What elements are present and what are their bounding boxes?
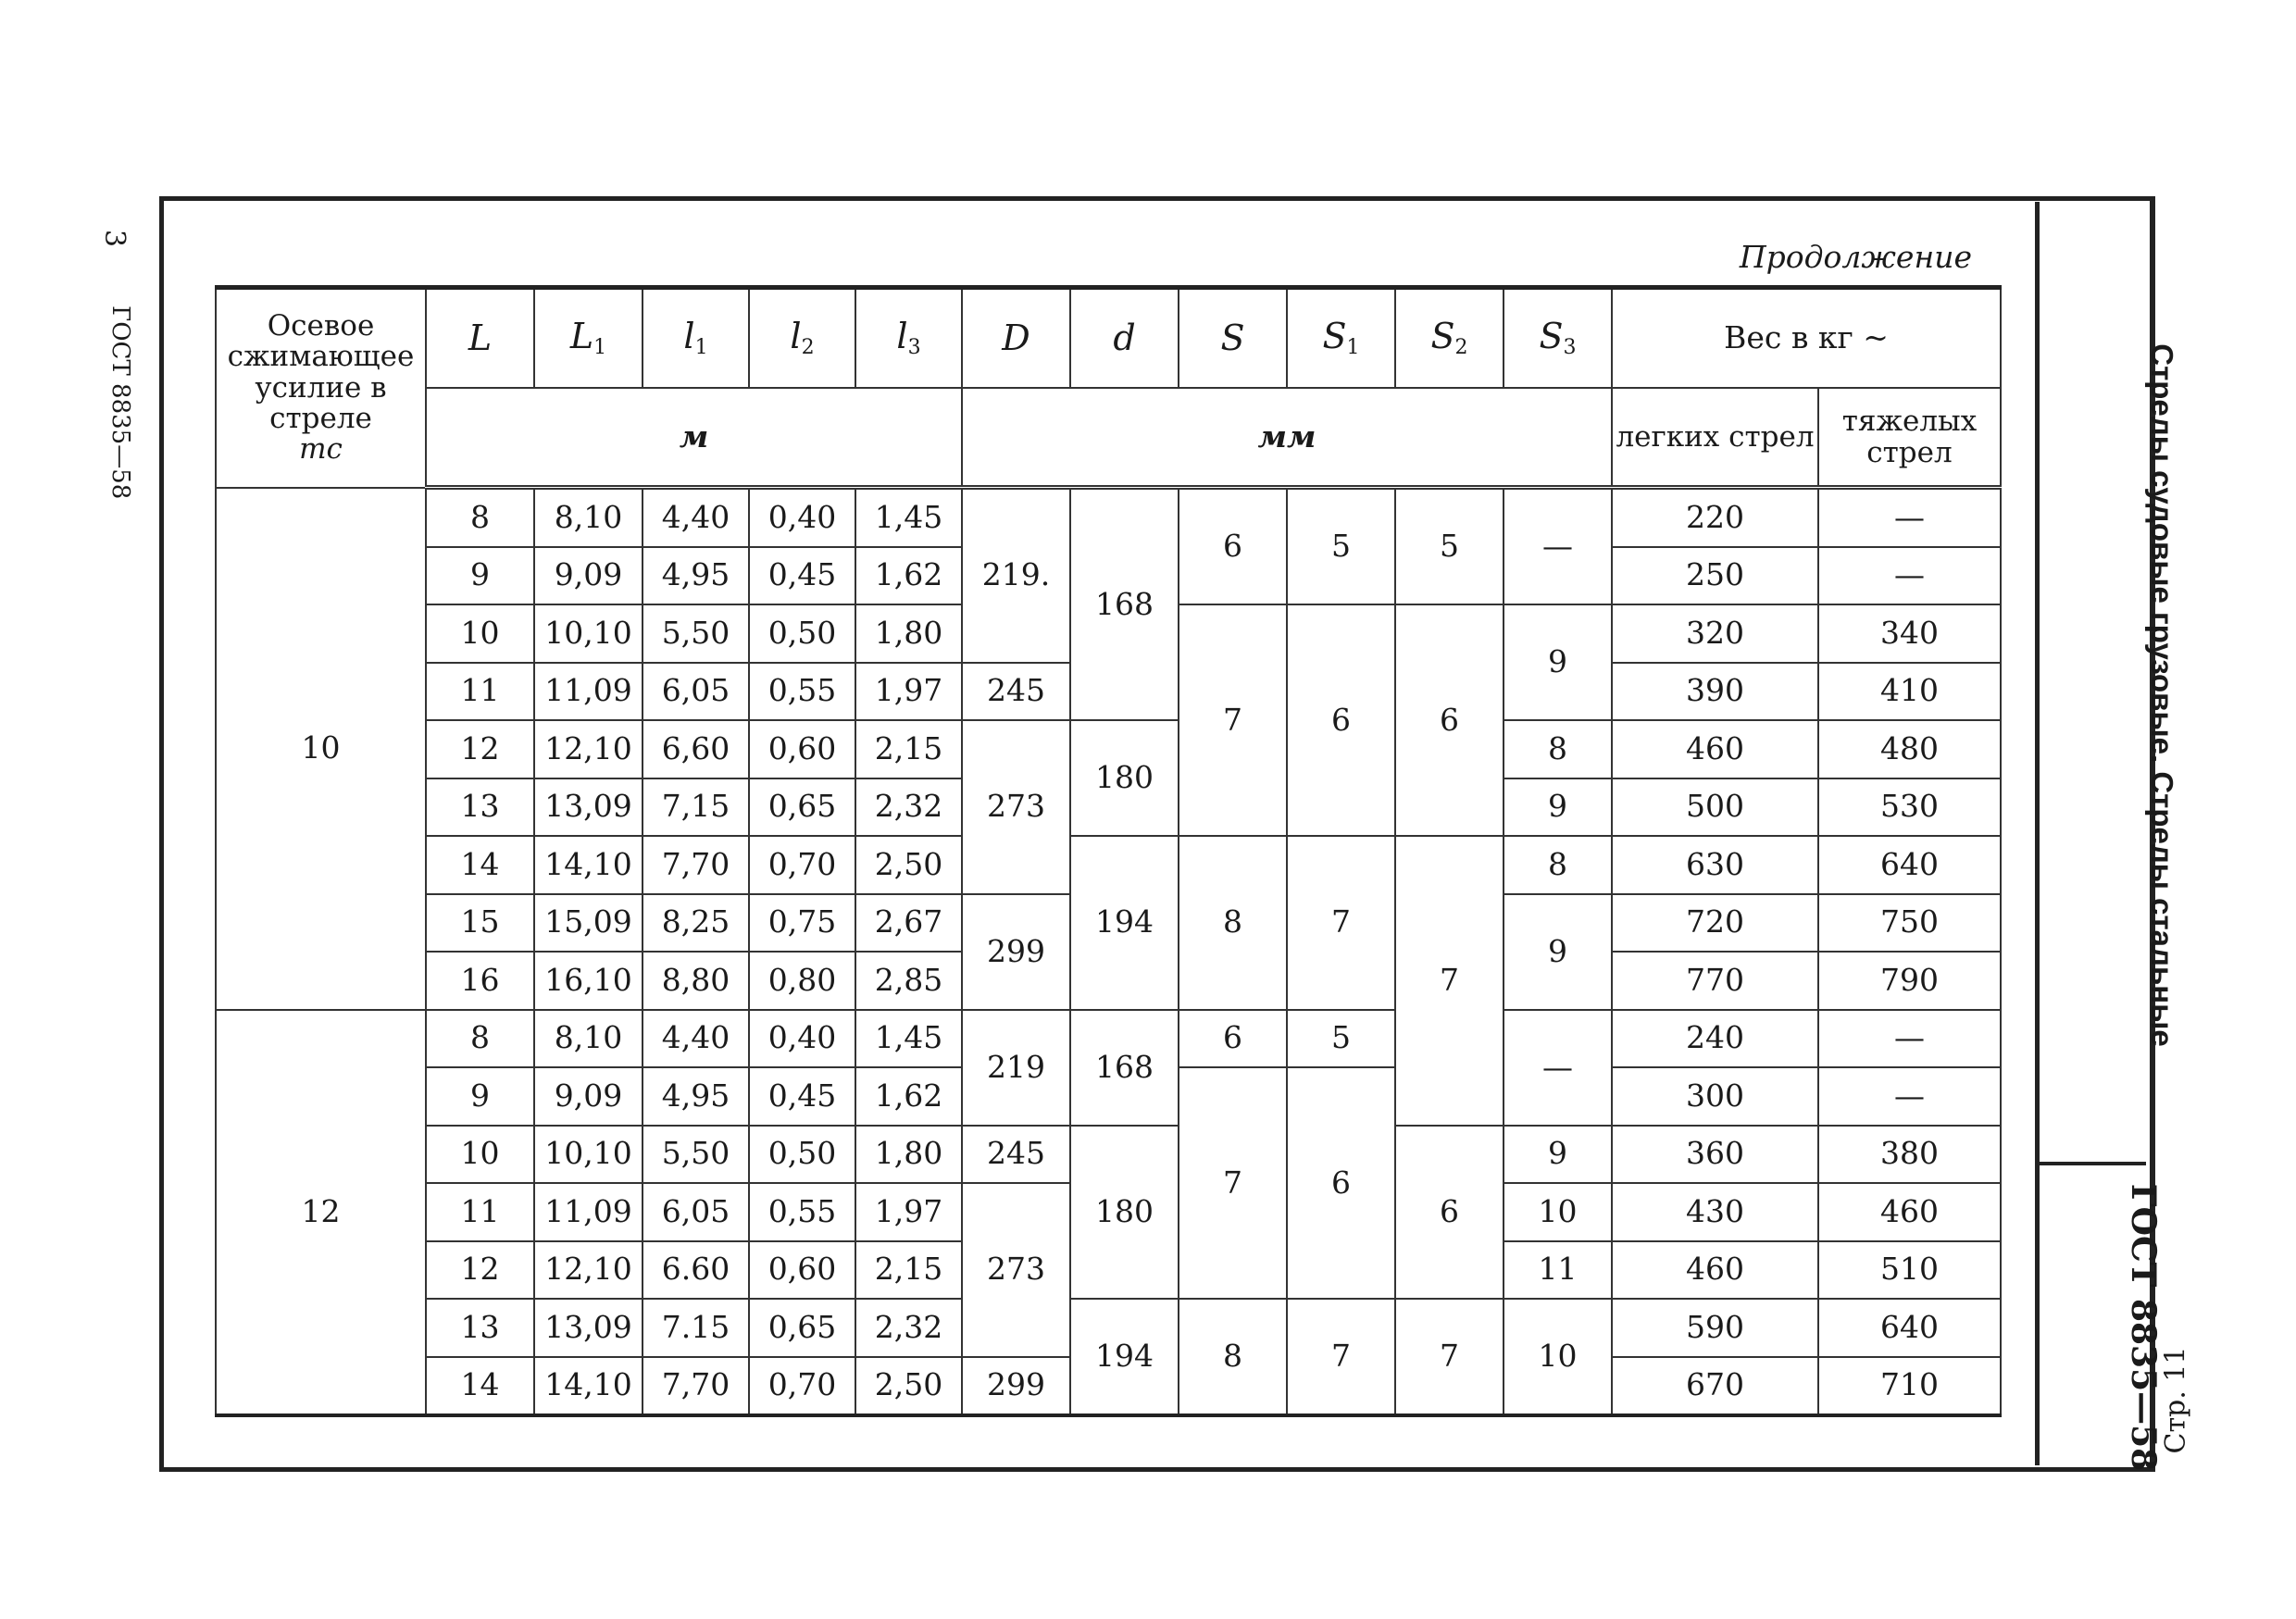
header-S: S bbox=[1179, 288, 1287, 389]
cell-L: 16 bbox=[426, 952, 534, 1010]
cell-L: 12 bbox=[426, 1241, 534, 1300]
cell-L: 11 bbox=[426, 663, 534, 721]
force-cell: 10 bbox=[216, 488, 426, 1010]
cell-d: 194 bbox=[1070, 836, 1179, 1010]
cell-l3: 1,97 bbox=[855, 663, 962, 721]
cell-L: 9 bbox=[426, 547, 534, 605]
cell-S1: 6 bbox=[1287, 604, 1395, 836]
header-row-units bbox=[216, 388, 2001, 488]
header-l2: $l_2$ bbox=[749, 288, 855, 389]
cell-weight-light: 320 bbox=[1612, 604, 1818, 663]
cell-weight-light: 720 bbox=[1612, 894, 1818, 953]
cell-L: 13 bbox=[426, 778, 534, 837]
cell-l1: 5,50 bbox=[643, 604, 749, 663]
cell-L: 11 bbox=[426, 1183, 534, 1241]
cell-weight-light: 630 bbox=[1612, 836, 1818, 894]
cell-l2: 0,80 bbox=[749, 952, 855, 1010]
cell-weight-light: 220 bbox=[1612, 488, 1818, 547]
cell-l2: 0,70 bbox=[749, 1357, 855, 1416]
cell-D: 245 bbox=[962, 1126, 1070, 1184]
cell-l2: 0,50 bbox=[749, 604, 855, 663]
cell-d: 168 bbox=[1070, 488, 1179, 721]
cell-weight-heavy: 460 bbox=[1818, 1183, 2001, 1241]
header-L1: $L_1$ bbox=[534, 288, 643, 389]
side-title: Стрелы судовые грузовые. Стрелы стальные bbox=[2145, 343, 2179, 1047]
cell-l1: 5,50 bbox=[643, 1126, 749, 1184]
unit-millimeters: мм bbox=[962, 388, 1612, 488]
cell-weight-heavy: 480 bbox=[1818, 720, 2001, 778]
cell-l1: 7,15 bbox=[643, 778, 749, 837]
cell-weight-light: 390 bbox=[1612, 663, 1818, 721]
cell-L: 10 bbox=[426, 1126, 534, 1184]
cell-l1: 4,40 bbox=[643, 1010, 749, 1068]
cell-weight-light: 500 bbox=[1612, 778, 1818, 837]
cell-l2: 0,45 bbox=[749, 1067, 855, 1126]
cell-S1: 5 bbox=[1287, 488, 1395, 605]
cell-d: 180 bbox=[1070, 1126, 1179, 1300]
header-S3: $S_3$ bbox=[1504, 288, 1612, 389]
cell-l2: 0,65 bbox=[749, 1299, 855, 1357]
cell-l1: 4,40 bbox=[643, 488, 749, 547]
cell-l1: 4,95 bbox=[643, 547, 749, 605]
cell-l3: 2,50 bbox=[855, 836, 962, 894]
cell-weight-heavy: 750 bbox=[1818, 894, 2001, 953]
cell-l3: 2,85 bbox=[855, 952, 962, 1010]
table-row bbox=[216, 1126, 2001, 1184]
side-gost-code: ГОСТ 8835—58 bbox=[2124, 1183, 2163, 1472]
cell-weight-heavy: 410 bbox=[1818, 663, 2001, 721]
cell-L1: 11,09 bbox=[534, 663, 643, 721]
cell-weight-heavy: 640 bbox=[1818, 836, 2001, 894]
cell-L1: 13,09 bbox=[534, 778, 643, 837]
cell-l3: 1,80 bbox=[855, 1126, 962, 1184]
cell-L1: 10,10 bbox=[534, 604, 643, 663]
cell-l2: 0,70 bbox=[749, 836, 855, 894]
force-unit: тс bbox=[299, 432, 343, 467]
cell-weight-heavy: 380 bbox=[1818, 1126, 2001, 1184]
cell-l1: 6,05 bbox=[643, 663, 749, 721]
cell-S: 6 bbox=[1179, 488, 1287, 605]
cell-l3: 1,62 bbox=[855, 1067, 962, 1126]
cell-weight-light: 300 bbox=[1612, 1067, 1818, 1126]
cell-l1: 8,25 bbox=[643, 894, 749, 953]
cell-S3: 10 bbox=[1504, 1299, 1612, 1415]
table-row bbox=[216, 488, 2001, 547]
cell-weight-light: 460 bbox=[1612, 720, 1818, 778]
cell-weight-light: 460 bbox=[1612, 1241, 1818, 1300]
cell-S: 7 bbox=[1179, 1067, 1287, 1299]
cell-S3: 9 bbox=[1504, 604, 1612, 720]
cell-L: 12 bbox=[426, 720, 534, 778]
cell-L: 14 bbox=[426, 836, 534, 894]
cell-weight-heavy: 530 bbox=[1818, 778, 2001, 837]
cell-l2: 0,40 bbox=[749, 1010, 855, 1068]
side-panel-divider bbox=[2035, 202, 2040, 1465]
cell-l3: 2,15 bbox=[855, 720, 962, 778]
cell-L: 9 bbox=[426, 1067, 534, 1126]
cell-S3: 9 bbox=[1504, 1126, 1612, 1184]
cell-L1: 10,10 bbox=[534, 1126, 643, 1184]
cell-l3: 1,62 bbox=[855, 547, 962, 605]
force-cell: 12 bbox=[216, 1010, 426, 1416]
cell-l2: 0,65 bbox=[749, 778, 855, 837]
cell-S: 6 bbox=[1179, 1010, 1287, 1068]
cell-S: 8 bbox=[1179, 836, 1287, 1010]
cell-weight-light: 240 bbox=[1612, 1010, 1818, 1068]
cell-L1: 9,09 bbox=[534, 1067, 643, 1126]
cell-S: 8 bbox=[1179, 1299, 1287, 1415]
cell-l2: 0,40 bbox=[749, 488, 855, 547]
cell-l3: 2,50 bbox=[855, 1357, 962, 1416]
boom-dimensions-table bbox=[215, 285, 2002, 1417]
cell-l3: 2,32 bbox=[855, 778, 962, 837]
cell-S1: 7 bbox=[1287, 1299, 1395, 1415]
cell-l2: 0,45 bbox=[749, 547, 855, 605]
cell-l2: 0,55 bbox=[749, 663, 855, 721]
cell-l3: 1,97 bbox=[855, 1183, 962, 1241]
cell-L1: 8,10 bbox=[534, 1010, 643, 1068]
header-L: L bbox=[426, 288, 534, 389]
cell-D: 219 bbox=[962, 1010, 1070, 1126]
table-row bbox=[216, 836, 2001, 894]
cell-L1: 14,10 bbox=[534, 1357, 643, 1416]
cell-l1: 6,05 bbox=[643, 1183, 749, 1241]
header-S2: $S_2$ bbox=[1395, 288, 1504, 389]
cell-L: 13 bbox=[426, 1299, 534, 1357]
cell-l1: 7,70 bbox=[643, 836, 749, 894]
cell-weight-light: 430 bbox=[1612, 1183, 1818, 1241]
cell-L: 8 bbox=[426, 1010, 534, 1068]
cell-S3: 9 bbox=[1504, 778, 1612, 837]
cell-l3: 1,45 bbox=[855, 1010, 962, 1068]
cell-l1: 7.15 bbox=[643, 1299, 749, 1357]
cell-weight-heavy: 340 bbox=[1818, 604, 2001, 663]
cell-S2: 6 bbox=[1395, 604, 1504, 836]
cell-weight-light: 770 bbox=[1612, 952, 1818, 1010]
cell-L1: 13,09 bbox=[534, 1299, 643, 1357]
page-label: Стр. 11 bbox=[2159, 1346, 2192, 1454]
cell-D: 299 bbox=[962, 894, 1070, 1010]
table-row bbox=[216, 720, 2001, 778]
cell-S3: 8 bbox=[1504, 720, 1612, 778]
cell-l2: 0,50 bbox=[749, 1126, 855, 1184]
cell-weight-light: 360 bbox=[1612, 1126, 1818, 1184]
cell-S2: 6 bbox=[1395, 1126, 1504, 1300]
cell-l1: 7,70 bbox=[643, 1357, 749, 1416]
cell-l1: 6,60 bbox=[643, 720, 749, 778]
cell-S3: 9 bbox=[1504, 894, 1612, 1010]
cell-d: 168 bbox=[1070, 1010, 1179, 1126]
unit-meters: м bbox=[426, 388, 962, 488]
header-force bbox=[216, 288, 426, 488]
cell-l3: 1,80 bbox=[855, 604, 962, 663]
cell-D: 273 bbox=[962, 720, 1070, 894]
cell-weight-heavy: — bbox=[1818, 1067, 2001, 1126]
continuation-label: Продолжение bbox=[1739, 239, 1972, 275]
cell-S1: 5 bbox=[1287, 1010, 1395, 1068]
cell-l2: 0,60 bbox=[749, 720, 855, 778]
force-label: Осевое сжимающее усилие в стреле bbox=[227, 308, 415, 435]
header-row-symbols bbox=[216, 288, 2001, 389]
cell-S1: 7 bbox=[1287, 836, 1395, 1010]
cell-L1: 9,09 bbox=[534, 547, 643, 605]
cell-l3: 2,32 bbox=[855, 1299, 962, 1357]
cell-L1: 14,10 bbox=[534, 836, 643, 894]
cell-S1: 6 bbox=[1287, 1067, 1395, 1299]
cell-S3: 8 bbox=[1504, 836, 1612, 894]
header-d: d bbox=[1070, 288, 1179, 389]
cell-L1: 12,10 bbox=[534, 1241, 643, 1300]
cell-L1: 11,09 bbox=[534, 1183, 643, 1241]
cell-L1: 16,10 bbox=[534, 952, 643, 1010]
cell-l1: 8,80 bbox=[643, 952, 749, 1010]
cell-L: 14 bbox=[426, 1357, 534, 1416]
cell-D: 299 bbox=[962, 1357, 1070, 1416]
cell-S3: — bbox=[1504, 488, 1612, 605]
cell-L: 8 bbox=[426, 488, 534, 547]
table-row bbox=[216, 1010, 2001, 1068]
table-row bbox=[216, 1299, 2001, 1357]
cell-weight-heavy: 790 bbox=[1818, 952, 2001, 1010]
cell-D: 273 bbox=[962, 1183, 1070, 1357]
cell-d: 180 bbox=[1070, 720, 1179, 836]
cell-weight-heavy: 510 bbox=[1818, 1241, 2001, 1300]
cell-L1: 8,10 bbox=[534, 488, 643, 547]
cell-l3: 2,15 bbox=[855, 1241, 962, 1300]
cell-D: 219. bbox=[962, 488, 1070, 663]
header-D: D bbox=[962, 288, 1070, 389]
cell-l3: 2,67 bbox=[855, 894, 962, 953]
header-weight: Вес в кг ~ bbox=[1612, 288, 2001, 389]
cell-l2: 0,55 bbox=[749, 1183, 855, 1241]
cell-weight-heavy: 710 bbox=[1818, 1357, 2001, 1416]
cell-weight-heavy: — bbox=[1818, 1010, 2001, 1068]
cell-weight-light: 670 bbox=[1612, 1357, 1818, 1416]
cell-S3: — bbox=[1504, 1010, 1612, 1126]
header-l3: $l_3$ bbox=[855, 288, 962, 389]
cell-S: 7 bbox=[1179, 604, 1287, 836]
margin-page-number: 3 bbox=[98, 229, 131, 248]
cell-weight-heavy: 640 bbox=[1818, 1299, 2001, 1357]
header-S1: $S_1$ bbox=[1287, 288, 1395, 389]
cell-weight-light: 590 bbox=[1612, 1299, 1818, 1357]
cell-L: 10 bbox=[426, 604, 534, 663]
cell-l1: 6.60 bbox=[643, 1241, 749, 1300]
cell-S2: 7 bbox=[1395, 1299, 1504, 1415]
cell-weight-heavy: — bbox=[1818, 547, 2001, 605]
cell-l1: 4,95 bbox=[643, 1067, 749, 1126]
cell-weight-heavy: — bbox=[1818, 488, 2001, 547]
cell-S3: 11 bbox=[1504, 1241, 1612, 1300]
cell-d: 194 bbox=[1070, 1299, 1179, 1415]
cell-L1: 12,10 bbox=[534, 720, 643, 778]
cell-l2: 0,75 bbox=[749, 894, 855, 953]
cell-l3: 1,45 bbox=[855, 488, 962, 547]
header-light-booms: легких стрел bbox=[1612, 388, 1818, 488]
margin-gost-code: ГОСТ 8835—58 bbox=[106, 305, 134, 500]
cell-L: 15 bbox=[426, 894, 534, 953]
cell-S2: 7 bbox=[1395, 836, 1504, 1126]
cell-L1: 15,09 bbox=[534, 894, 643, 953]
header-l1: $l_1$ bbox=[643, 288, 749, 389]
cell-D: 245 bbox=[962, 663, 1070, 721]
cell-weight-light: 250 bbox=[1612, 547, 1818, 605]
cell-S3: 10 bbox=[1504, 1183, 1612, 1241]
header-heavy-booms: тяжелых стрел bbox=[1818, 388, 2001, 488]
cell-S2: 5 bbox=[1395, 488, 1504, 605]
cell-l2: 0,60 bbox=[749, 1241, 855, 1300]
